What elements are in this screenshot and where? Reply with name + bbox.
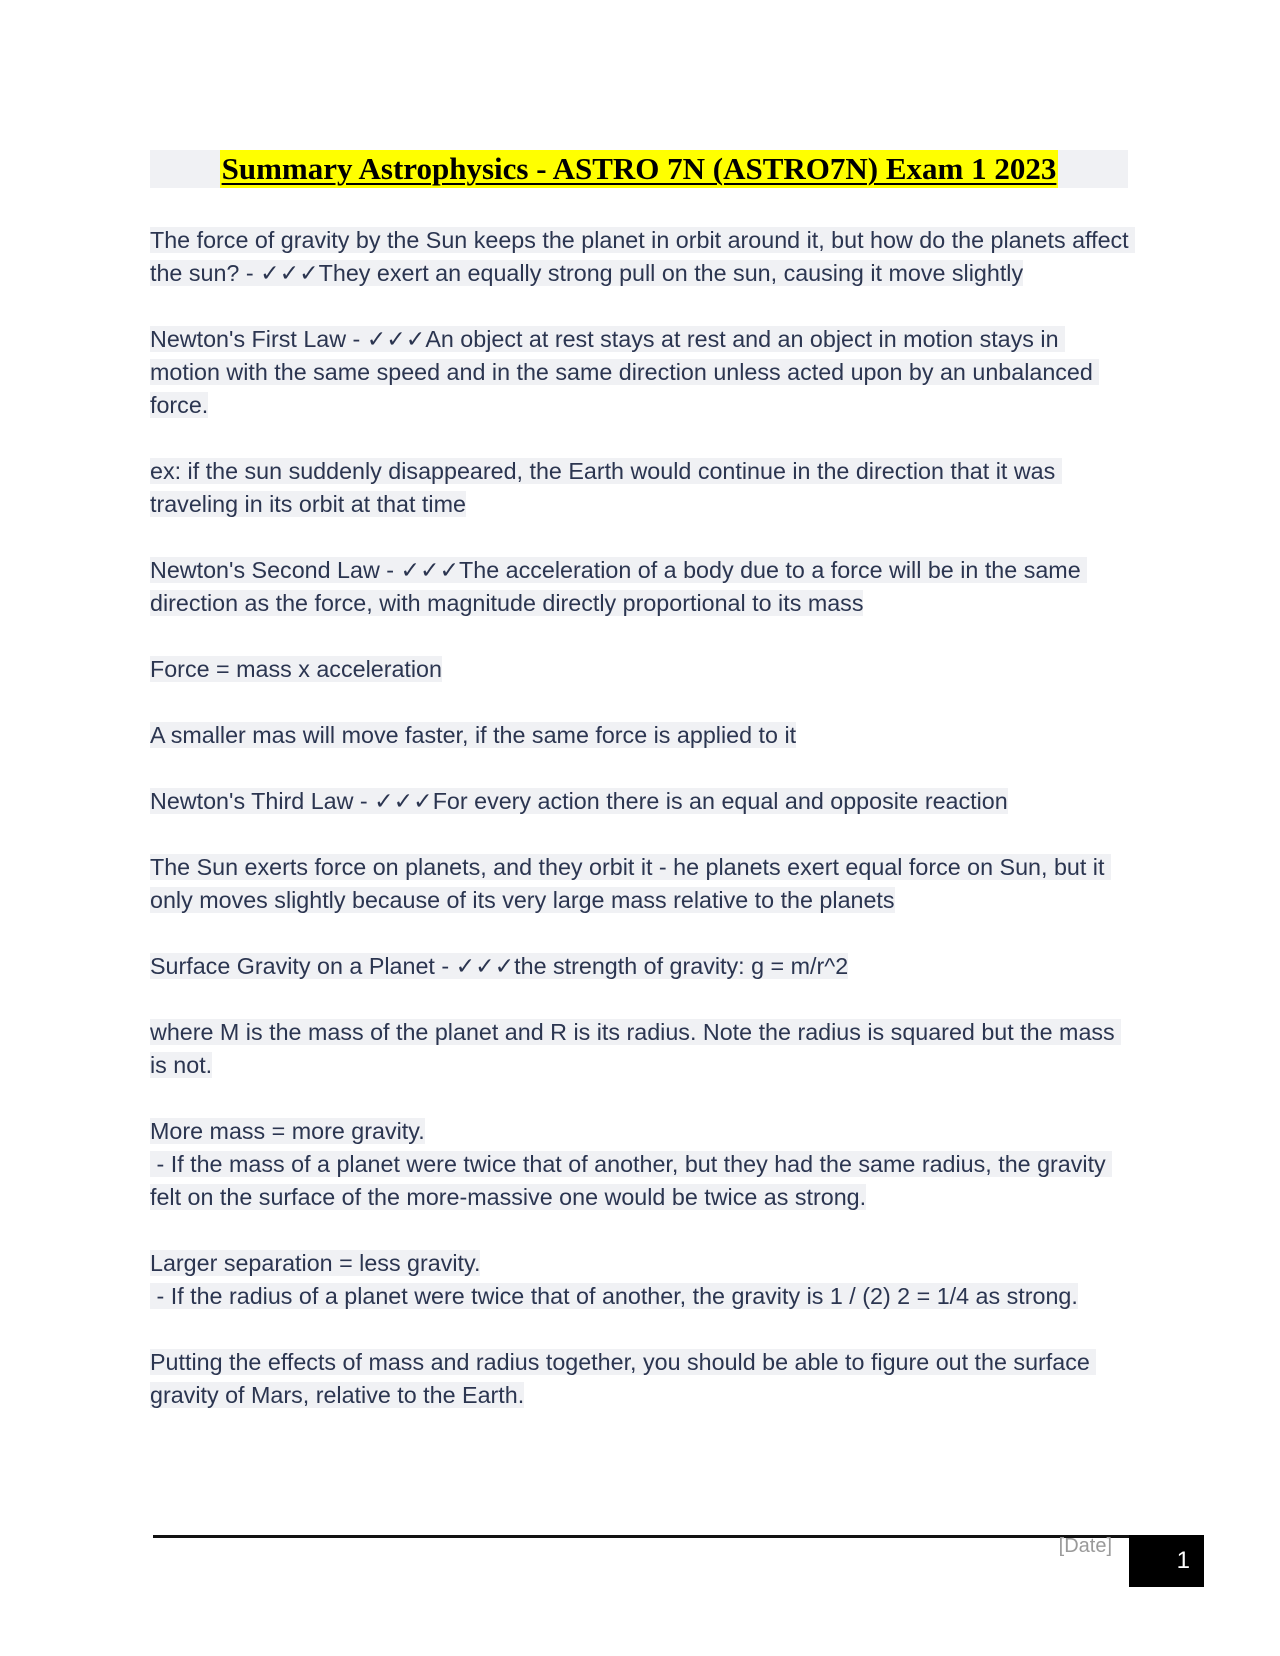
paragraph-text: A smaller mas will move faster, if the same force is applied to it	[150, 722, 797, 748]
paragraph-planets-affect-sun	[150, 224, 1136, 290]
paragraph-newton-first-law	[150, 323, 1130, 422]
paragraph-text: Larger separation = less gravity. - If the radius of a planet were twice that of another, the gravity is 1 / (2) 2 = 1/4 as strong.	[150, 1250, 1078, 1309]
paragraph-text: Newton's Second Law - ✓✓✓The acceleration of a body due to a force will be in the same direction as the force, with magnitude directly proportional to its mass	[150, 557, 1088, 616]
paragraph-text: More mass = more gravity. - If the mass of a planet were twice that of another, but they had the same radius, the gravity felt on the surface of the more-massive one would be twice as strong.	[150, 1118, 1112, 1210]
footer-rule	[153, 1535, 1129, 1538]
paragraph-text: ex: if the sun suddenly disappeared, the Earth would continue in the direction that it was traveling in its orbit at that time	[150, 458, 1062, 517]
footer-date: [Date]	[1058, 1535, 1112, 1557]
paragraph-mars-gravity	[150, 1346, 1130, 1412]
paragraph-force-formula	[150, 653, 1130, 686]
page-number: 1	[1176, 1547, 1190, 1574]
paragraph-text: The force of gravity by the Sun keeps the planet in orbit around it, but how do the planets affect the sun? - ✓✓✓They exert an equally strong pull on the sun, causing it move slightly	[150, 227, 1136, 286]
paragraph-surface-gravity	[150, 950, 1130, 983]
paragraph-text: Putting the effects of mass and radius together, you should be able to figure out the surface gravity of Mars, relative to the Earth.	[150, 1349, 1097, 1408]
paragraph-newton-third-law	[150, 785, 1130, 818]
paragraph-sun-exerts-force	[150, 851, 1130, 917]
paragraph-text: Newton's Third Law - ✓✓✓For every action there is an equal and opposite reaction	[150, 788, 1008, 814]
paragraph-smaller-mass	[150, 719, 1130, 752]
paragraph-larger-separation	[150, 1247, 1130, 1313]
paragraph-text: where M is the mass of the planet and R is its radius. Note the radius is squared but the mass is not.	[150, 1019, 1122, 1078]
paragraph-first-law-example	[150, 455, 1130, 521]
paragraph-text: Force = mass x acceleration	[150, 656, 442, 682]
paragraph-text: The Sun exerts force on planets, and they orbit it - he planets exert equal force on Sun, but it only moves slightly because of its very large mass relative to the planets	[150, 854, 1111, 913]
document-title: Summary Astrophysics - ASTRO 7N (ASTRO7N) Exam 1 2023	[221, 151, 1057, 186]
paragraph-newton-second-law	[150, 554, 1130, 620]
title-band	[150, 150, 1128, 188]
paragraph-mass-radius-note	[150, 1016, 1130, 1082]
document-body	[150, 224, 1136, 1445]
page-number-box	[1129, 1535, 1204, 1587]
paragraph-text: Newton's First Law - ✓✓✓An object at rest stays at rest and an object in motion stays in motion with the same speed and in the same direction unless acted upon by an unbalanced force.	[150, 326, 1100, 418]
paragraph-text: Surface Gravity on a Planet - ✓✓✓the strength of gravity: g = m/r^2	[150, 953, 849, 979]
paragraph-more-mass	[150, 1115, 1130, 1214]
